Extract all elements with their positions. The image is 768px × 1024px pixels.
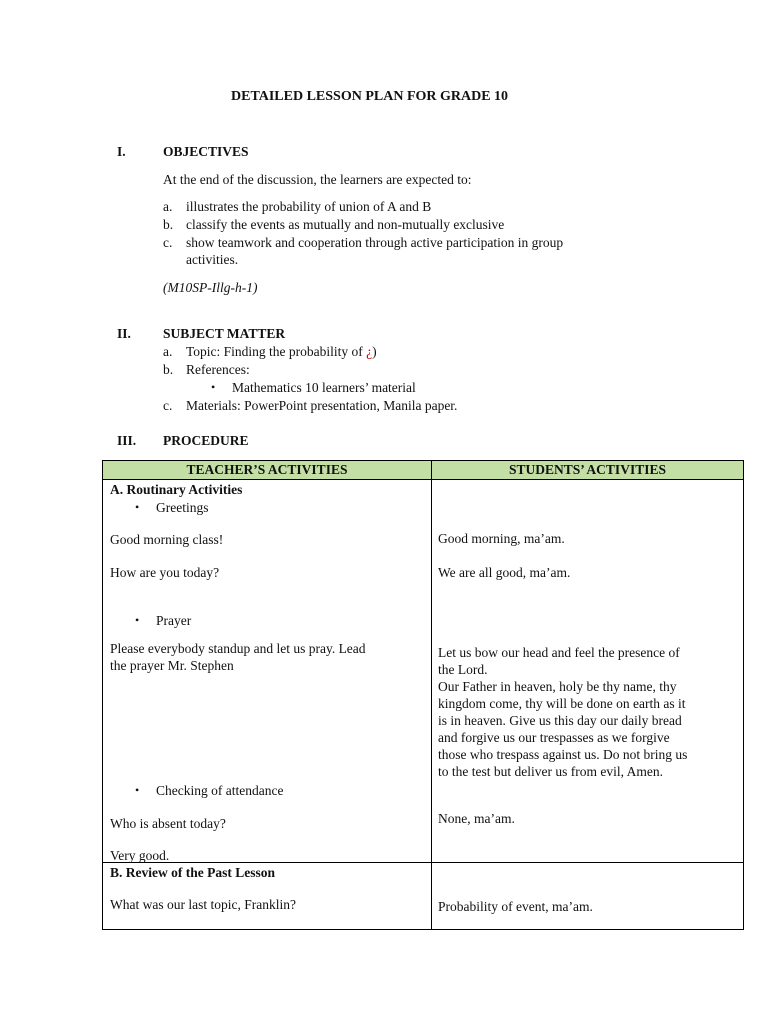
topic-text: Topic: Finding the probability of [186, 344, 367, 359]
topic-symbol: ¿ [366, 344, 373, 359]
teacher-greeting: Good morning class! [110, 532, 224, 547]
teacher-review-question: What was our last topic, Franklin? [110, 897, 296, 912]
topic-marker: a. [163, 344, 173, 359]
student-greeting: Good morning, ma’am. [438, 531, 565, 546]
student-prayer-line: the Lord. [438, 662, 488, 677]
document-title: DETAILED LESSON PLAN FOR GRADE 10 [231, 89, 509, 104]
objective-marker-c: c. [163, 235, 173, 250]
teacher-prayer-line1: Please everybody standup and let us pray. Lead [110, 641, 366, 656]
student-cell-routinary [432, 480, 744, 863]
student-prayer-line: kingdom come, thy will be done on earth as it [438, 696, 686, 711]
teacher-cell-review [103, 863, 432, 930]
subject-matter-heading: SUBJECT MATTER [163, 326, 286, 341]
subject-matter-numeral: II. [117, 326, 131, 341]
teacher-very-good: Very good. [110, 848, 170, 863]
teacher-how-are-you: How are you today? [110, 565, 220, 580]
attendance-bullet: • Checking of attendance [156, 782, 283, 799]
references-marker: b. [163, 362, 174, 377]
objective-item-c-line2: activities. [186, 252, 239, 267]
competency-code: (M10SP-Illg-h-1) [163, 280, 258, 295]
student-prayer-line: and forgive us our trespasses as we forgive [438, 730, 670, 745]
greetings-bullet: • Greetings [156, 499, 208, 516]
objective-marker-b: b. [163, 217, 174, 232]
table-row [103, 480, 744, 863]
activities-table [102, 460, 744, 930]
procedure-numeral: III. [117, 433, 137, 448]
procedure-heading: PROCEDURE [163, 433, 249, 448]
objective-item-b: classify the events as mutually and non-mutually exclusive [186, 217, 505, 232]
student-prayer-line: Let us bow our head and feel the presence of [438, 645, 680, 660]
reference-item: • Mathematics 10 learners’ material [232, 379, 416, 396]
student-prayer-line: to the test but deliver us from evil, Amen. [438, 764, 663, 779]
teacher-absent-question: Who is absent today? [110, 816, 226, 831]
teacher-activities-header: TEACHER’S ACTIVITIES [103, 461, 432, 480]
topic-line [186, 343, 377, 360]
objectives-heading: OBJECTIVES [163, 144, 249, 159]
table-header-row [103, 461, 744, 480]
table-row [103, 863, 744, 930]
student-how-are-you: We are all good, ma’am. [438, 565, 571, 580]
teacher-cell-routinary [103, 480, 432, 863]
objectives-numeral: I. [117, 144, 126, 159]
objectives-intro: At the end of the discussion, the learners are expected to: [163, 172, 472, 187]
review-heading: B. Review of the Past Lesson [110, 865, 275, 880]
students-activities-header: STUDENTS’ ACTIVITIES [432, 461, 744, 480]
student-prayer-line: is in heaven. Give us this day our daily bread [438, 713, 682, 728]
materials-marker: c. [163, 398, 173, 413]
references-label: References: [186, 362, 250, 377]
prayer-bullet: • Prayer [156, 612, 191, 629]
student-prayer-line: Our Father in heaven, holy be thy name, thy [438, 679, 677, 694]
teacher-prayer-line2: the prayer Mr. Stephen [110, 658, 234, 673]
student-review-answer: Probability of event, ma’am. [438, 899, 593, 914]
materials-text: Materials: PowerPoint presentation, Manila paper. [186, 398, 458, 413]
objective-item-a: illustrates the probability of union of A and B [186, 199, 432, 214]
objective-marker-a: a. [163, 199, 173, 214]
student-absent-answer: None, ma’am. [438, 811, 515, 826]
topic-close: ) [372, 344, 377, 359]
student-prayer-line: those who trespass against us. Do not bring us [438, 747, 688, 762]
routinary-heading: A. Routinary Activities [110, 482, 243, 497]
student-cell-review [432, 863, 744, 930]
objective-item-c-line1: show teamwork and cooperation through active participation in group [186, 235, 564, 250]
